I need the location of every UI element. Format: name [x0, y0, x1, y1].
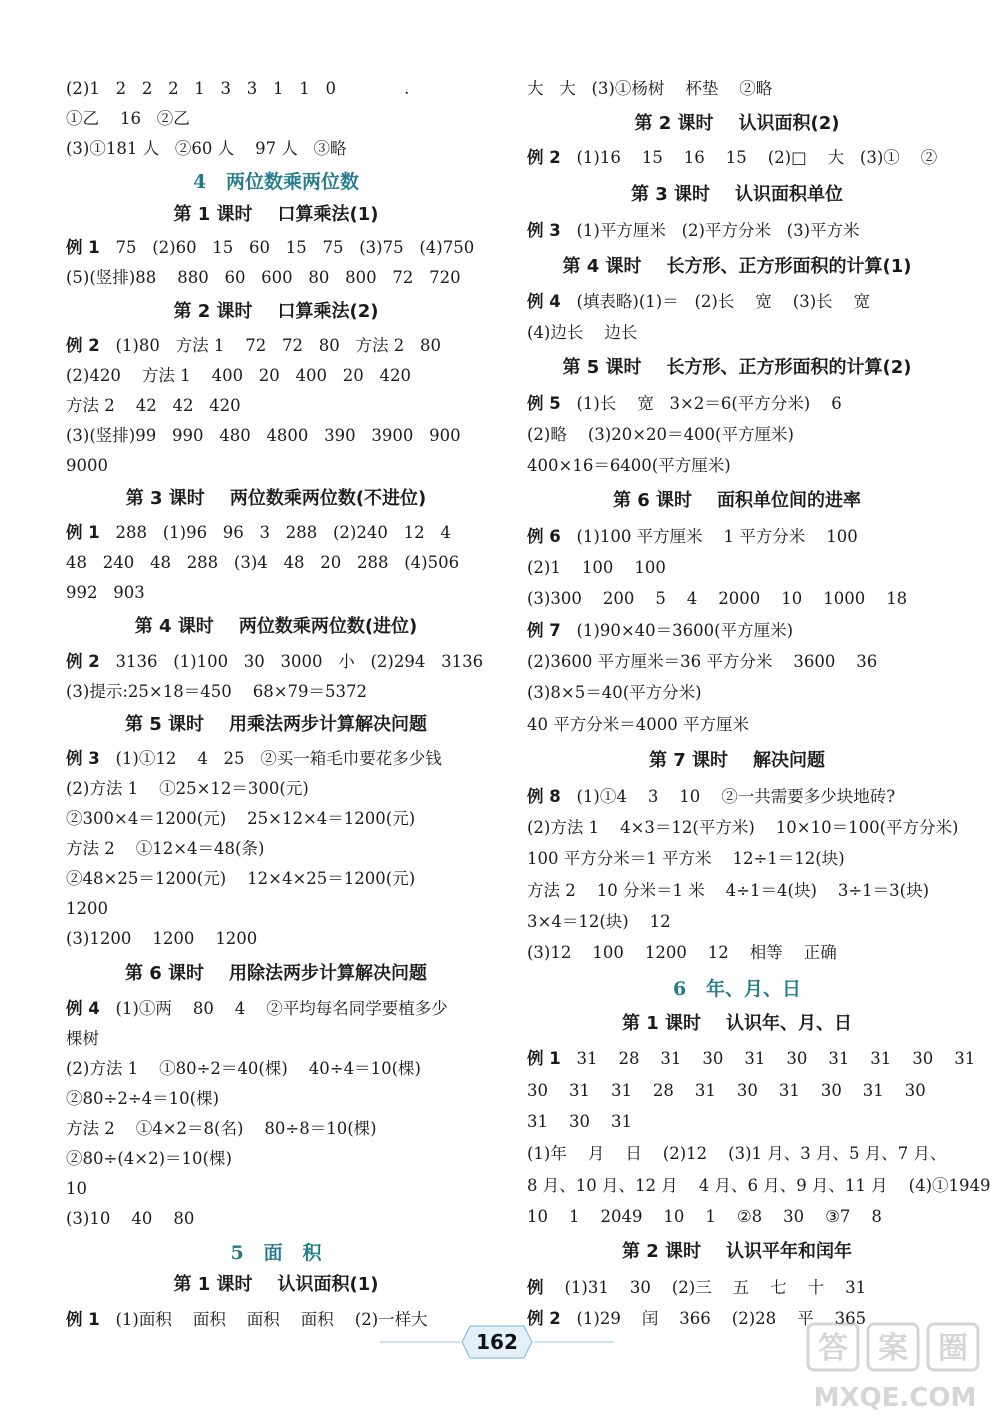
answer-line: 31 30 31 [527, 1112, 632, 1131]
watermark-logo [800, 1318, 990, 1418]
page-number: 162 [476, 1330, 518, 1354]
example-label: 例 2 [527, 148, 561, 167]
answer-line: 3×4＝12(块) 12 [527, 912, 671, 931]
lesson-heading: 第 3 课时 认识面积单位 [630, 184, 844, 205]
answer-line: 992 903 [66, 583, 145, 602]
svg-text:圈: 圈 [938, 1331, 968, 1366]
example-line [66, 651, 483, 673]
lesson-heading: 第 2 课时 认识平年和闰年 [621, 1241, 853, 1262]
example-line [527, 620, 793, 642]
example-line [66, 522, 451, 544]
svg-text:MXQE.COM: MXQE.COM [813, 1383, 977, 1413]
answer-text: (1)面积 面积 面积 面积 (2)一样大 [99, 1310, 428, 1329]
answer-line: 100 平方分米＝1 平方米 12÷1＝12(块) [527, 849, 845, 868]
chapter-title: 4 两位数乘两位数 [192, 171, 360, 193]
chapter-title: 6 年、月、日 [672, 978, 802, 1000]
answer-line: (1)年 月 日 (2)12 (3)1 月、3 月、5 月、7 月、 [527, 1144, 947, 1163]
answer-text: (1)100 平方厘米 1 平方分米 100 [560, 527, 858, 546]
example-line [66, 748, 442, 770]
lesson-heading: 第 5 课时 长方形、正方形面积的计算(2) [562, 357, 912, 378]
example-label: 例 3 [66, 749, 100, 768]
answer-line: (3)10 40 80 [66, 1209, 195, 1228]
lesson-heading: 第 5 课时 用乘法两步计算解决问题 [124, 714, 428, 735]
answer-line: 10 1 2049 10 1 ②8 30 ③7 8 [527, 1207, 882, 1226]
answer-line: ②300×4＝1200(元) 25×12×4＝1200(元) [66, 809, 416, 828]
answer-line: (3)提示:25×18＝450 68×79＝5372 [66, 682, 368, 701]
svg-text:答: 答 [818, 1331, 848, 1366]
answer-line: 48 240 48 288 (3)4 48 20 288 (4)506 [66, 553, 460, 572]
answer-line: 大 大 (3)①杨树 杯垫 ②略 [527, 79, 773, 98]
lesson-heading: 第 1 课时 口算乘法(1) [173, 204, 379, 225]
example-label: 例 8 [527, 787, 561, 806]
answer-line: 方法 2 ①4×2＝8(名) 80÷8＝10(棵) [66, 1119, 377, 1138]
example-label: 例 2 [527, 1309, 561, 1328]
answer-line: 9000 [66, 456, 108, 475]
answer-line: (2)方法 1 4×3＝12(平方米) 10×10＝100(平方分米) [527, 818, 959, 837]
answer-line: (2)略 (3)20×20＝400(平方厘米) [527, 425, 794, 444]
answer-text: (1)①12 4 25 ②买一箱毛巾要花多少钱 [99, 749, 442, 768]
answer-line: ②48×25＝1200(元) 12×4×25＝1200(元) [66, 869, 416, 888]
answer-line: (2)1 100 100 [527, 558, 666, 577]
answer-line: (3)①181 人 ②60 人 97 人 ③略 [66, 139, 347, 158]
answer-line: 8 月、10 月、12 月 4 月、6 月、9 月、11 月 (4)①1949 [527, 1176, 991, 1195]
answer-line: (3)8×5＝40(平方分米) [527, 683, 702, 702]
example-line [66, 998, 448, 1020]
answer-line: (2)方法 1 ①80÷2＝40(棵) 40÷4＝10(棵) [66, 1059, 421, 1078]
answer-text: 3136 (1)100 30 3000 小 (2)294 3136 [99, 652, 484, 671]
example-label: 例 [527, 1278, 544, 1297]
lesson-heading: 第 2 课时 口算乘法(2) [173, 301, 379, 322]
lesson-heading: 第 2 课时 认识面积(2) [634, 113, 840, 134]
answer-line: (4)边长 边长 [527, 323, 638, 342]
lesson-heading: 第 4 课时 两位数乘两位数(进位) [134, 616, 418, 637]
example-label: 例 1 [66, 523, 100, 542]
lesson-heading: 第 3 课时 两位数乘两位数(不进位) [125, 488, 427, 509]
answer-text: (1)长 宽 3×2＝6(平方分米) 6 [560, 394, 842, 413]
answer-line: 400×16＝6400(平方厘米) [527, 456, 731, 475]
example-line [66, 237, 474, 259]
answer-line: 方法 2 10 分米＝1 米 4÷1＝4(块) 3÷1＝3(块) [527, 881, 930, 900]
example-label: 例 3 [527, 221, 561, 240]
chapter-title: 5 面 积 [230, 1242, 322, 1264]
example-line [527, 1277, 866, 1299]
answer-text: (1)90×40＝3600(平方厘米) [560, 621, 794, 640]
lesson-heading: 第 1 课时 认识面积(1) [173, 1274, 379, 1295]
answer-text: 75 (2)60 15 60 15 75 (3)75 (4)750 [99, 238, 475, 257]
answer-line: ②80÷2÷4＝10(棵) [66, 1089, 220, 1108]
answer-line: 30 31 31 28 31 30 31 30 31 30 [527, 1081, 926, 1100]
answer-line: (2)3600 平方厘米＝36 平方分米 3600 36 [527, 652, 878, 671]
example-label: 例 1 [527, 1049, 561, 1068]
answer-text: (1)①4 3 10 ②一共需要多少块地砖? [560, 787, 896, 806]
example-line [527, 786, 895, 808]
answer-text: (1)16 15 16 15 (2)□ 大 (3)① ② [560, 148, 938, 167]
answer-line: (2)1 2 2 2 1 3 3 1 1 0 . [66, 79, 410, 98]
answer-line: 棵树 [66, 1029, 99, 1048]
answer-text: 288 (1)96 96 3 288 (2)240 12 4 [99, 523, 451, 542]
answer-line: ②80÷(4×2)＝10(棵) [66, 1149, 232, 1168]
example-label: 例 2 [66, 336, 100, 355]
answer-text: (1)80 方法 1 72 72 80 方法 2 80 [99, 336, 441, 355]
answer-line: (3)(竖排)99 990 480 4800 390 3900 900 [66, 426, 461, 445]
answer-text: (1)①两 80 4 ②平均每名同学要植多少 [99, 999, 448, 1018]
answer-text: 31 28 31 30 31 30 31 31 30 31 [560, 1049, 976, 1068]
example-label: 例 5 [527, 394, 561, 413]
answer-line: 方法 2 42 42 420 [66, 396, 241, 415]
example-label: 例 2 [66, 652, 100, 671]
example-line [527, 291, 870, 313]
answer-line: (2)方法 1 ①25×12＝300(元) [66, 779, 309, 798]
answer-text: (1)29 闰 366 (2)28 平 365 [560, 1309, 867, 1328]
example-label: 例 7 [527, 621, 561, 640]
answer-line: (2)420 方法 1 400 20 400 20 420 [66, 366, 411, 385]
answer-text: (1)31 30 (2)三 五 七 十 31 [543, 1278, 867, 1297]
svg-text:案: 案 [878, 1331, 908, 1366]
example-label: 例 4 [527, 292, 561, 311]
example-label: 例 1 [66, 1310, 100, 1329]
answer-text: (1)平方厘米 (2)平方分米 (3)平方米 [560, 221, 860, 240]
answer-text: (填表略)(1)＝ (2)长 宽 (3)长 宽 [560, 292, 871, 311]
answer-line: (3)1200 1200 1200 [66, 929, 258, 948]
answer-line: ①乙 16 ②乙 [66, 109, 190, 128]
answer-line: 40 平方分米＝4000 平方厘米 [527, 715, 749, 734]
answer-line: 方法 2 ①12×4＝48(条) [66, 839, 265, 858]
example-line [527, 1048, 975, 1070]
lesson-heading: 第 7 课时 解决问题 [648, 750, 826, 771]
example-line [527, 393, 842, 415]
example-label: 例 1 [66, 238, 100, 257]
answer-line: 1200 [66, 899, 108, 918]
answer-line: 10 [66, 1179, 87, 1198]
answer-line: (5)(竖排)88 880 60 600 80 800 72 720 [66, 268, 461, 287]
answer-line: (3)300 200 5 4 2000 10 1000 18 [527, 589, 908, 608]
example-line [527, 220, 860, 242]
lesson-heading: 第 6 课时 用除法两步计算解决问题 [124, 963, 428, 984]
lesson-heading: 第 4 课时 长方形、正方形面积的计算(1) [562, 256, 912, 277]
example-label: 例 6 [527, 527, 561, 546]
answer-line: (3)12 100 1200 12 相等 正确 [527, 943, 837, 962]
example-label: 例 4 [66, 999, 100, 1018]
example-line [527, 147, 937, 169]
example-line [66, 335, 441, 357]
example-line [527, 526, 858, 548]
lesson-heading: 第 1 课时 认识年、月、日 [621, 1013, 853, 1034]
lesson-heading: 第 6 课时 面积单位间的进率 [612, 490, 862, 511]
